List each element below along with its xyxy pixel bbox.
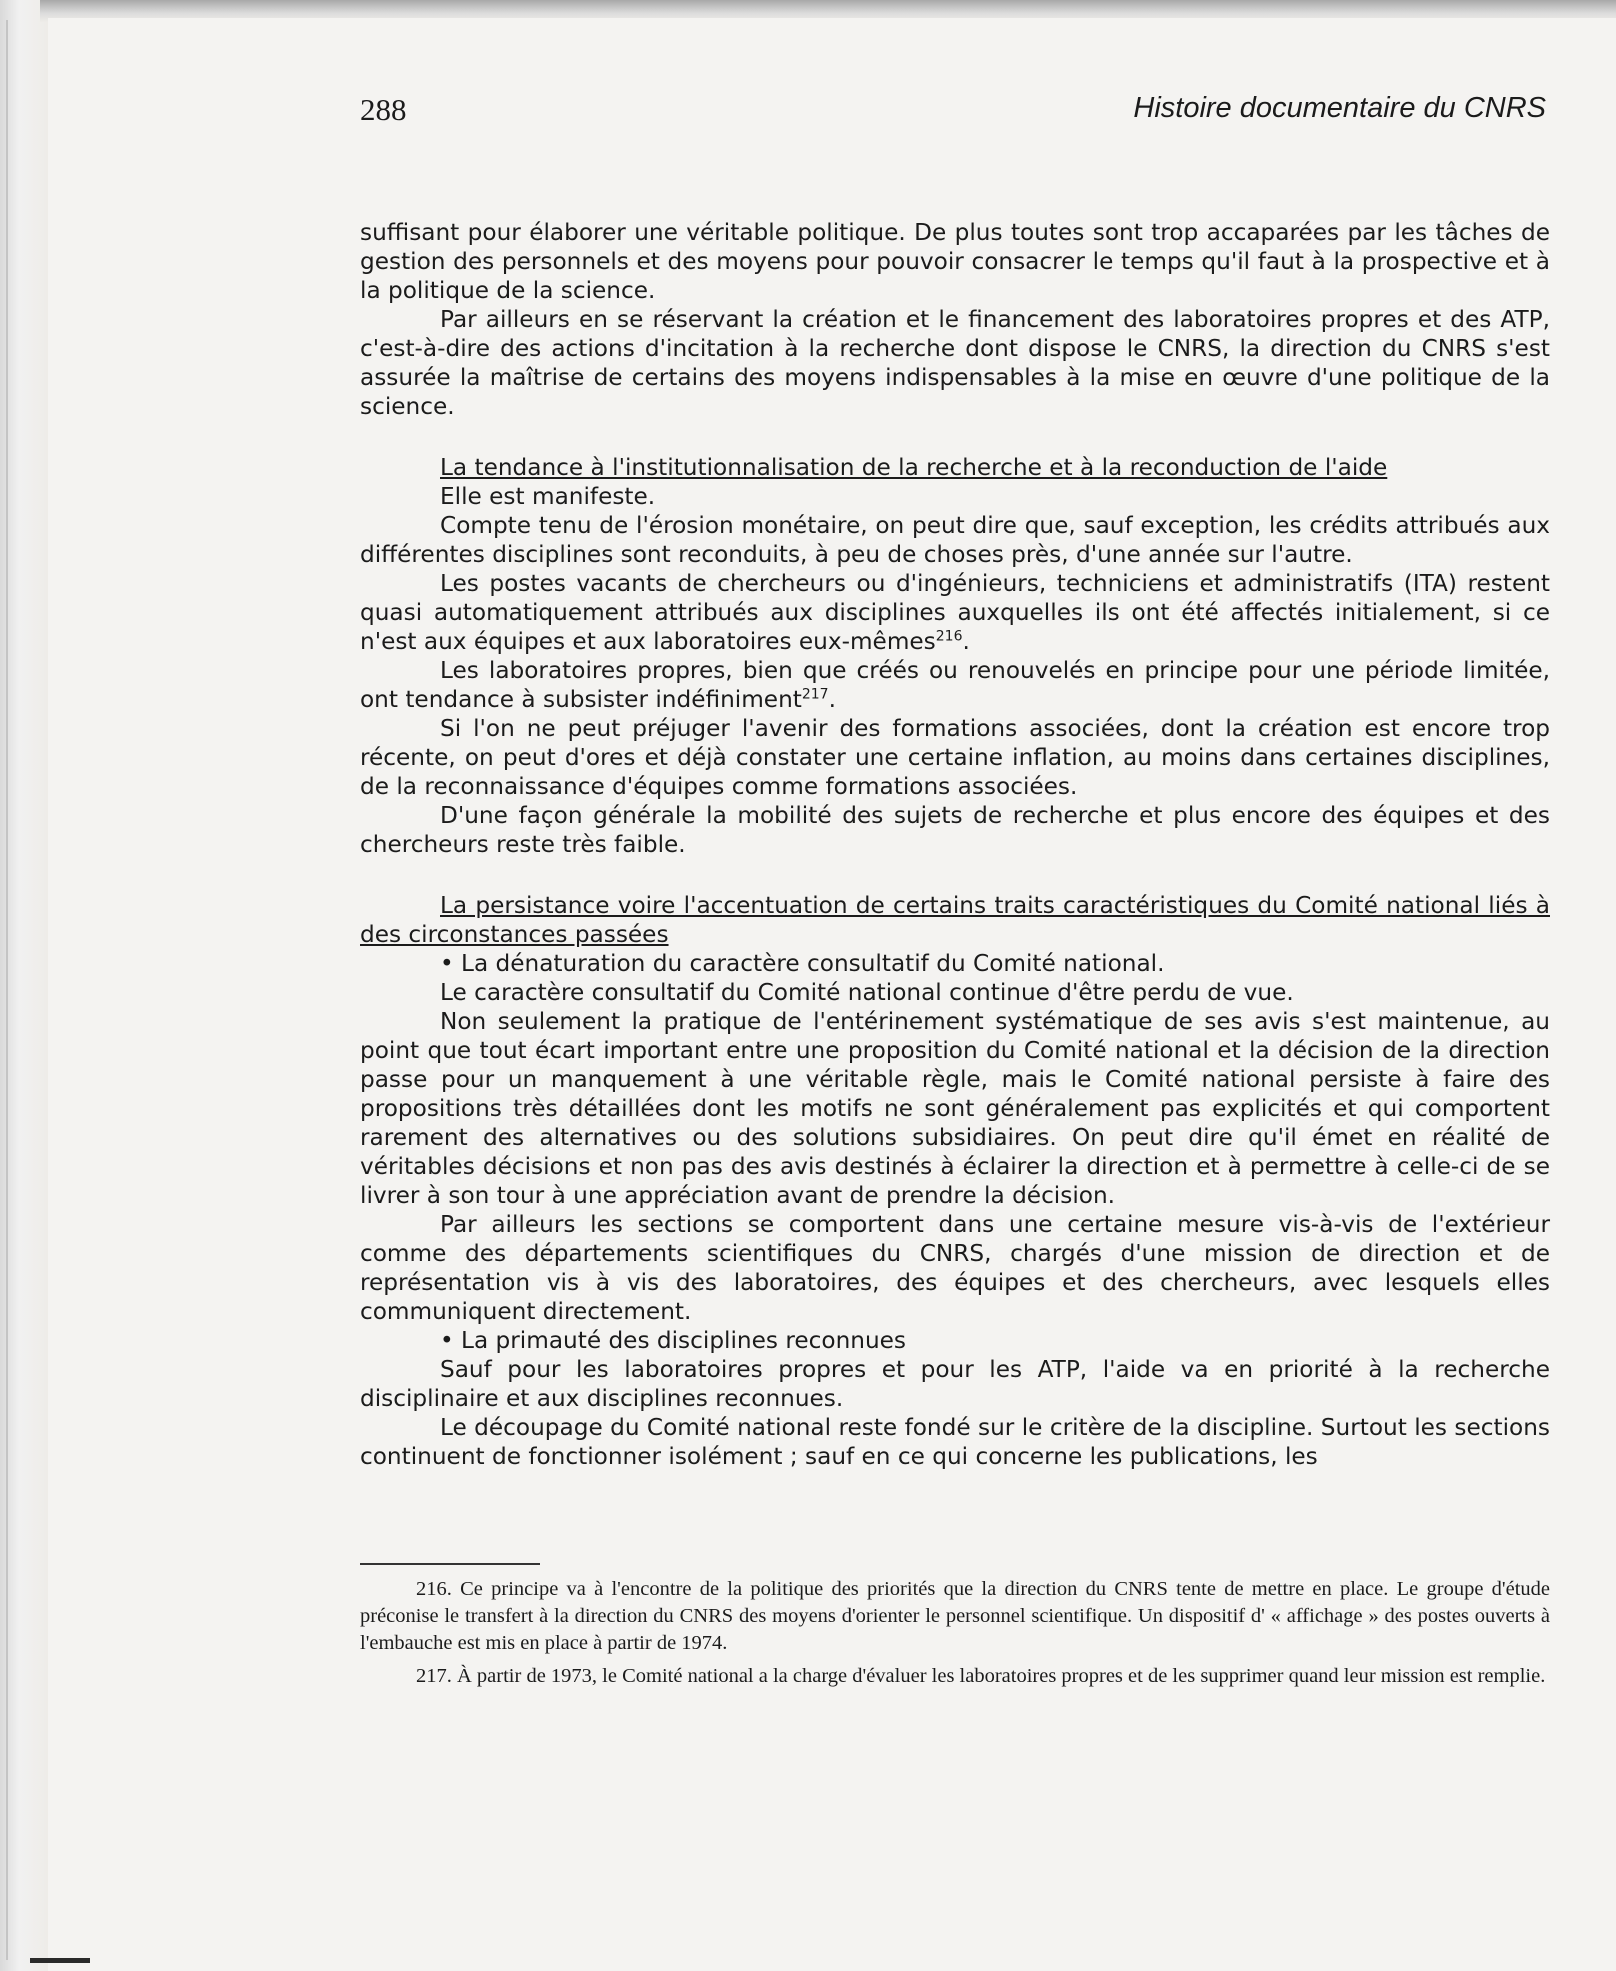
section-heading: La persistance voire l'accentuation de certains traits caractéristiques du Comité national liés à des circonstances passées: [360, 892, 1550, 948]
page-number: 288: [360, 92, 407, 127]
paragraph: suffisant pour élaborer une véritable politique. De plus toutes sont trop accaparées par les tâches de gestion des personnels et des moyens pour pouvoir consacrer le temps qu'il faut à la prospective et à la politique de la science.: [360, 219, 1550, 304]
bullet-item: • La primauté des disciplines reconnues: [440, 1327, 907, 1354]
footnote-ref: 216: [935, 628, 963, 645]
page-stack-edge: [0, 0, 48, 1971]
paragraph: Si l'on ne peut préjuger l'avenir des formations associées, dont la création est encore trop récente, on peut d'ores et déjà constater une certaine inflation, au moins dans certaines disciplines, de la reconnaissance d'équipes comme formations associées.: [360, 715, 1550, 800]
footnote-216: 216. Ce principe va à l'encontre de la politique des priorités que la direction du CNRS tente de mettre en place. Le groupe d'étude préconise le transfert à la direction du CNRS des moyens d'orienter le personnel scientifique. Un dispositif d' « affichage » des postes ouverts à l'embauche est mis en place à partir de 1974.: [360, 1578, 1550, 1654]
section-heading: La tendance à l'institutionnalisation de la recherche et à la reconduction de l'aide: [440, 454, 1388, 481]
footnote-separator: [360, 1563, 540, 1565]
paragraph-text: Les postes vacants de chercheurs ou d'ingénieurs, techniciens et administratifs (ITA) restent quasi automatiquement attribués aux disciplines auxquelles ils ont été affectés initialement, si ce n'est aux équipes et aux laboratoires eux-mêmes: [360, 570, 1550, 655]
paragraph: Par ailleurs les sections se comportent dans une certaine mesure vis-à-vis de l'extérieur comme des départements scientifiques du CNRS, chargés d'une mission de direction et de représentation vis à vis des laboratoires, des équipes et des chercheurs, avec lesquels elles communiquent directement.: [360, 1211, 1550, 1325]
paragraph: D'une façon générale la mobilité des sujets de recherche et plus encore des équipes et des chercheurs reste très faible.: [360, 802, 1550, 858]
bullet-item: • La dénaturation du caractère consultatif du Comité national.: [440, 950, 1165, 977]
paragraph: Le découpage du Comité national reste fondé sur le critère de la discipline. Surtout les sections continuent de fonctionner isolément ; sauf en ce qui concerne les publications, les: [360, 1414, 1550, 1470]
paragraph: Les postes vacants de chercheurs ou d'ingénieurs, techniciens et administratifs (ITA) restent quasi automatiquement attribués aux disciplines auxquelles ils ont été affectés initialement, si ce n'est aux équipes et aux laboratoires eux-mêmes$^{216}$.: [360, 570, 1550, 655]
footnote-217: 217. À partir de 1973, le Comité national a la charge d'évaluer les laboratoires propres et de les supprimer quand leur mission est remplie.: [416, 1665, 1546, 1687]
running-title: Histoire documentaire du CNRS: [1133, 92, 1546, 124]
paragraph: Elle est manifeste.: [440, 483, 656, 510]
paragraph: Les laboratoires propres, bien que créés ou renouvelés en principe pour une période limitée, ont tendance à subsister indéfiniment$^{217}$.: [360, 657, 1550, 713]
footnotes: [360, 1576, 1550, 1696]
footnote-ref: 217: [801, 686, 829, 703]
body-text: [360, 218, 1550, 1471]
paragraph: Par ailleurs en se réservant la création et le financement des laboratoires propres et des ATP, c'est-à-dire des actions d'incitation à la recherche dont dispose le CNRS, la direction du CNRS s'est assurée la maîtrise de certains des moyens indispensables à la mise en œuvre d'une politique de la science.: [360, 306, 1550, 420]
paragraph: Compte tenu de l'érosion monétaire, on peut dire que, sauf exception, les crédits attribués aux différentes disciplines sont reconduits, à peu de choses près, d'une année sur l'autre.: [360, 512, 1550, 568]
paragraph-text: Les laboratoires propres, bien que créés ou renouvelés en principe pour une période limitée, ont tendance à subsister indéfiniment: [360, 657, 1550, 713]
paragraph: Sauf pour les laboratoires propres et pour les ATP, l'aide va en priorité à la recherche disciplinaire et aux disciplines reconnues.: [360, 1356, 1550, 1412]
scan-mark: [30, 1958, 90, 1963]
paragraph: Le caractère consultatif du Comité national continue d'être perdu de vue.: [440, 979, 1294, 1006]
paragraph: Non seulement la pratique de l'entérinement systématique de ses avis s'est maintenue, au point que tout écart important entre une proposition du Comité national et la décision de la direction passe pour un manquement à une véritable règle, mais le Comité national persiste à faire des propositions très détaillées dont les motifs ne sont généralement pas explicités et qui comportent rarement des alternatives ou des solutions subsidiaires. On peut dire qu'il émet en réalité de véritables décisions et non pas des avis destinés à éclairer la direction et à permettre à celle-ci de se livrer à son tour à une appréciation avant de prendre la décision.: [360, 1008, 1550, 1209]
